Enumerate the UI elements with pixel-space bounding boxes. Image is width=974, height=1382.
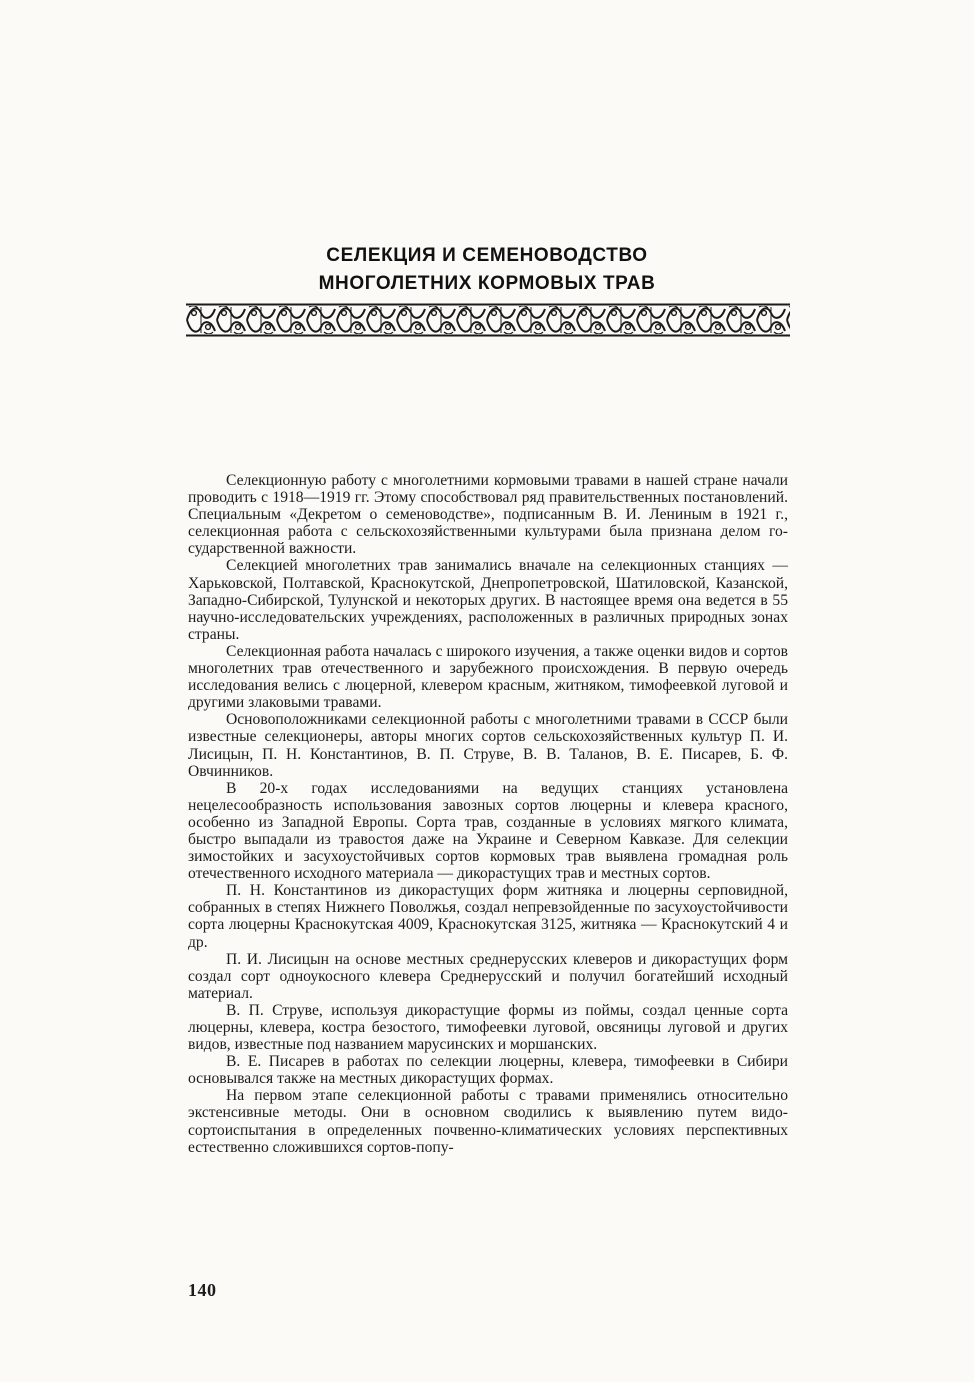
chapter-title-line-2: МНОГОЛЕТНИХ КОРМОВЫХ ТРАВ — [318, 273, 656, 294]
paragraph: В. Е. Писарев в работах по селекции люцерны, клевера, тимофеевки в Сибири основывался также на местных дикорастущих формах. — [188, 1053, 788, 1088]
paragraph: В. П. Струве, используя дикорастущие формы из поймы, создал ценные сорта люцерны, клевера, костра безостого, тимофеевки луговой, овсяницы луговой и других видов, известные под названием марусинских и моршанских. — [188, 1001, 788, 1054]
paragraph: П. Н. Константинов из дикорастущих форм житняка и люцерны серповидной, собранных в степях Нижнего Поволжья, создал непревзойденные по засухоустойчивости сорта люцерны Краснокутская 4009, Краснокутская 3125, житняка — Краснокутский 4 и др. — [188, 882, 788, 951]
chapter-title-line-1: СЕЛЕКЦИЯ И СЕМЕНОВОДСТВО — [326, 245, 648, 266]
paragraph: Селекционную работу с многолетними кормовыми травами в нашей стране начали проводить с 1918—1919 гг. Этому способствовал ряд правительственных постановлений. Специальным «Декретом о семеноводстве», подписанным В. И. Лениным в 1921 г., селекционная работа с сельскохозяйственными культурами была признана делом государственной важности. — [188, 472, 788, 558]
paragraph: П. И. Лисицын на основе местных среднерусских клеверов и дикорастущих форм создал сорт одноукосного клевера Среднерусский и получил богатейший исходный материал. — [188, 950, 788, 1002]
paragraph: Селекционная работа началась с широкого изучения, а также оценки видов и сортов многолетних трав отечественного и зарубежного происхождения. В первую очередь исследования велись с люцерной, клевером красным, житняком, тимофеевкой луговой и другими злаковыми травами. — [188, 642, 788, 712]
page-number: 140 — [188, 1280, 217, 1300]
paragraph: Основоположниками селекционной работы с многолетними травами в СССР были известные селекционеры, авторы многих сортов сельскохозяйственных культур П. И. Лисицын, П. Н. Константинов, В. П. Струве, В. В. Таланов, В. Е. Писарев, Б. Ф. Овчинников. — [188, 711, 788, 780]
decorative-ornament-band-icon — [186, 303, 790, 337]
article-body — [188, 472, 788, 1156]
chapter-title — [0, 242, 974, 298]
paragraph: Селекцией многолетних трав занимались вначале на селекционных станциях — Харьковской, Полтавской, Краснокутской, Днепропетровской, Шатиловской, Казанской, Западно-Сибирской, Тулунской и некоторых других. В настоящее время она ведется в 55 научно-исследовательских учреждениях, расположенных в различных природных зонах страны. — [188, 557, 788, 643]
paragraph: На первом этапе селекционной работы с травами применялись относительно экстенсивные методы. Они в основном сводились к выявлению путем видо-сортоиспытания в определенных почвенно-климатических условиях перспективных естественно сложившихся сортов-попу- — [188, 1087, 788, 1156]
paragraph: В 20-х годах исследованиями на ведущих станциях установлена нецелесообразность использования завозных сортов люцерны и клевера красного, особенно из Западной Европы. Сорта трав, созданные в условиях мягкого климата, быстро выпадали из травостоя даже на Украине и Северном Кавказе. Для селекции зимостойких и засухоустойчивых сортов кормовых трав выявлена громадная роль отечественного исходного материала — дикорастущих трав и местных сортов. — [188, 779, 788, 883]
